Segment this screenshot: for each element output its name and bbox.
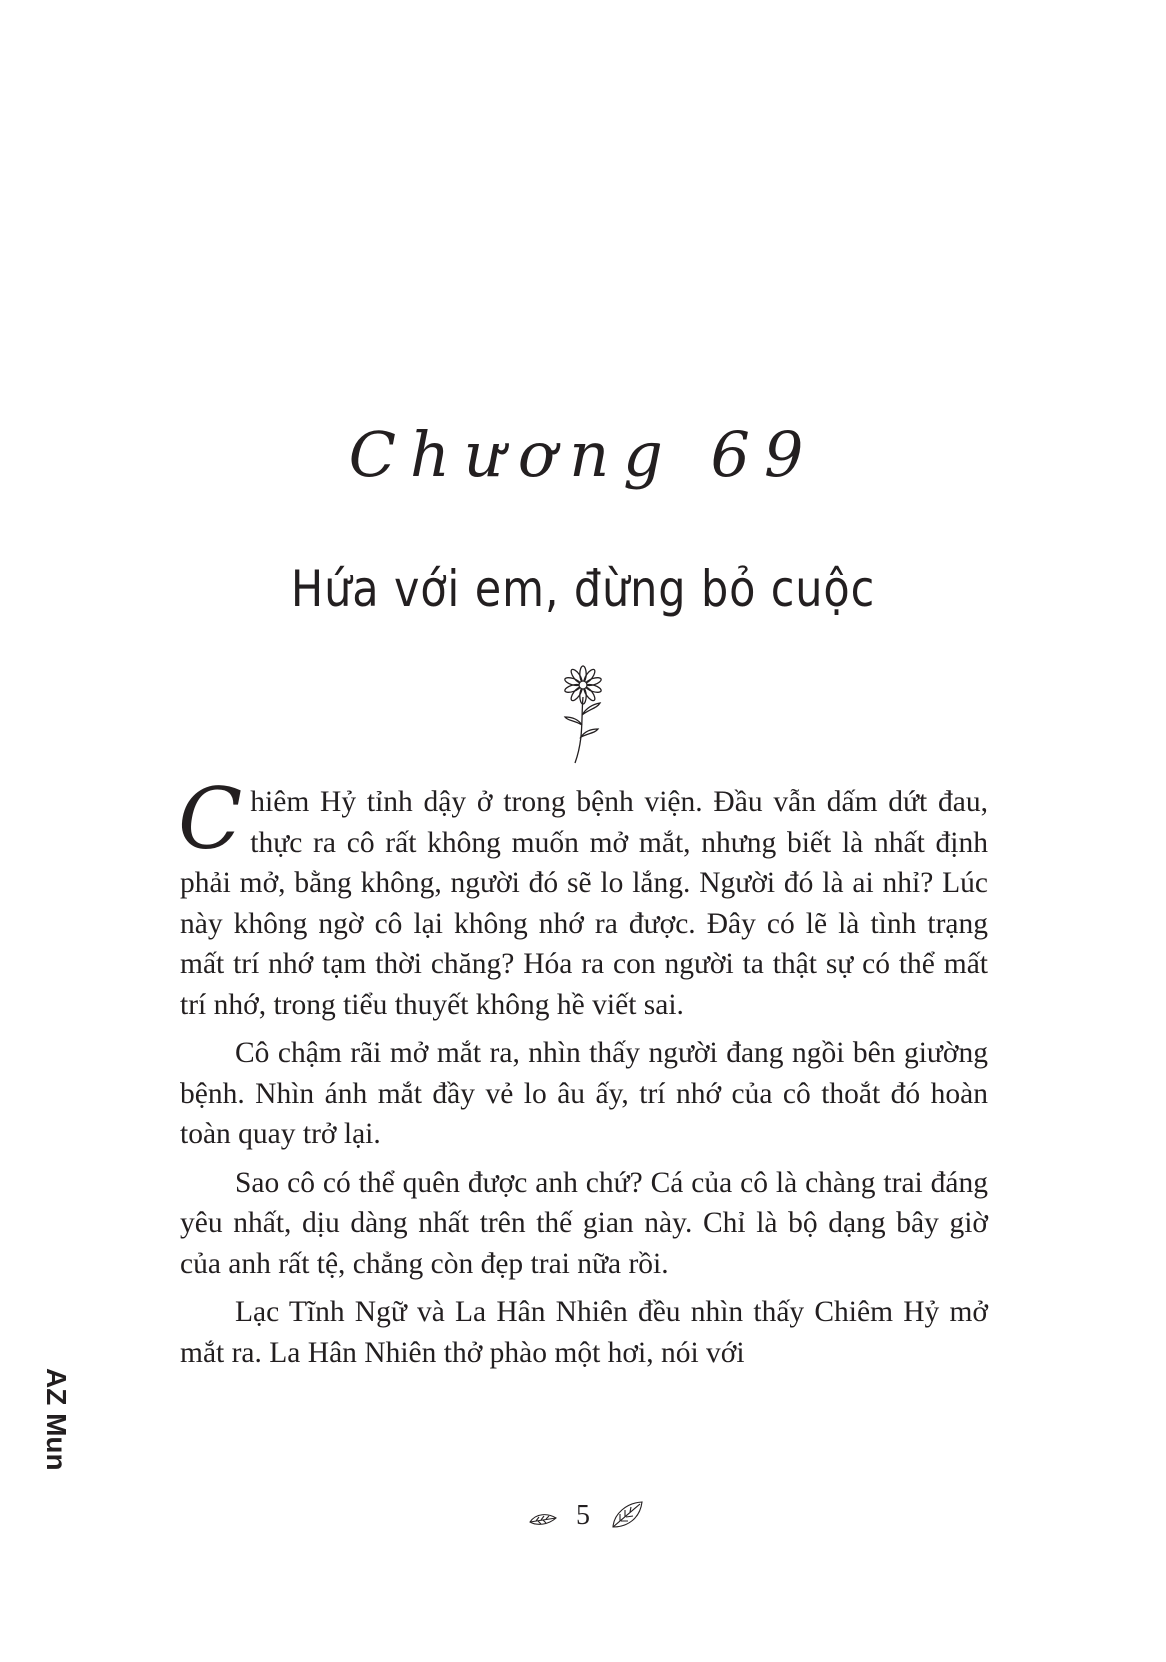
chapter-title: Hứa với em, đừng bỏ cuộc — [290, 560, 876, 618]
flower-ornament-icon — [557, 663, 609, 765]
leaf-icon — [610, 1500, 644, 1530]
paragraph — [178, 770, 988, 1025]
paragraph: Sao cô có thể quên được anh chứ? Cá của cô là chàng trai đáng yêu nhất, dịu dàng nhất trên thế gian này. Chỉ là bộ dạng bây giờ của anh rất tệ, chẳng còn đẹp trai nữa rồi. — [180, 1166, 988, 1280]
paragraph-text: hiêm Hỷ tỉnh dậy ở trong bệnh viện. Đầu vẫn dấm dứt đau, thực ra cô rất không muốn mở mắt, nhưng biết là nhất định phải mở, bằng không, người đó sẽ lo lắng. Người đó là ai nhỉ? Lúc này không ngờ cô lại không nhớ ra được. Đây có lẽ là tình trạng mất trí nhớ tạm thời chăng? Hóa ra con người ta thật sự có thể mất trí nhớ, trong tiểu thuyết không hề viết sai. — [180, 786, 988, 1021]
body-text — [178, 770, 988, 1381]
chapter-number: Chương 69 — [348, 418, 818, 491]
drop-cap: C — [178, 770, 243, 868]
publisher-logo: AZ Mun — [41, 1368, 72, 1471]
paragraph: Cô chậm rãi mở mắt ra, nhìn thấy người đang ngồi bên giường bệnh. Nhìn ánh mắt đầy vẻ lo âu ấy, trí nhớ của cô thoắt đó hoàn toàn quay trở lại. — [180, 1037, 988, 1150]
paragraph: Lạc Tĩnh Ngữ và La Hân Nhiên đều nhìn thấy Chiêm Hỷ mở mắt ra. La Hân Nhiên thở phào một hơi, nói với — [180, 1296, 988, 1369]
page-number: 5 — [576, 1500, 590, 1531]
